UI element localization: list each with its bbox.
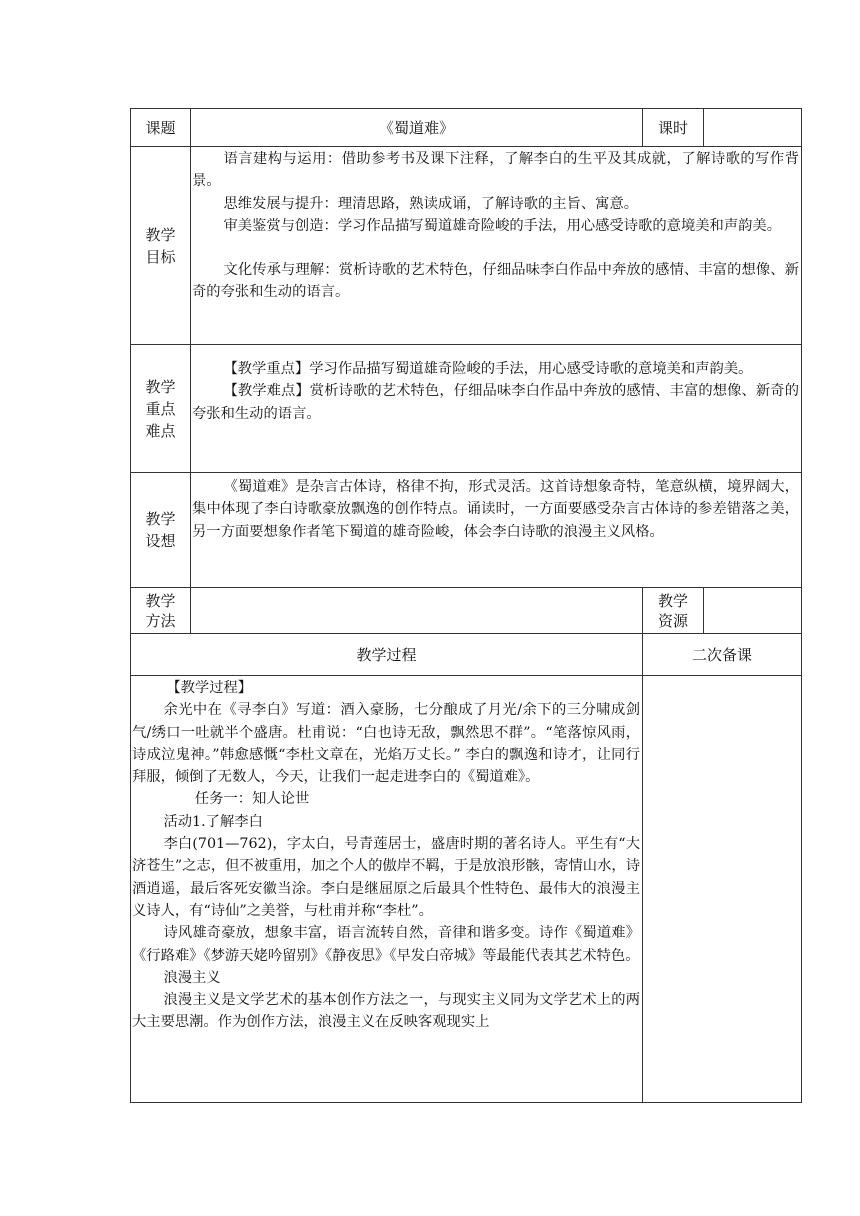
design-content [192, 476, 799, 543]
goal-item: 文化传承与理解：赏析诗歌的艺术特色，仔细品味李白作品中奔放的感情、丰富的想像、新奇的夸张和生动的语言。 [192, 262, 799, 301]
keypoint-item: 【教学难点】赏析诗歌的艺术特色，仔细品味李白作品中奔放的感情、丰富的想像、新奇的夸张和生动的语言。 [192, 383, 799, 422]
secondary-prep-cell [643, 676, 801, 1102]
goal-item: 思维发展与提升：理清思路，熟读成诵，了解诗歌的主旨、寓意。 [223, 195, 639, 212]
resource-value [704, 588, 801, 633]
goals-label-line1: 教学 [145, 225, 176, 244]
design-text: 《蜀道难》是杂言古体诗，格律不拘，形式灵活。这首诗想象奇特，笔意纵横，境界阔大，集中体现了李白诗歌豪放飘逸的创作特点。诵读时，一方面要感受杂言古体诗的参差错落之美，另一方面要想象作者笔下蜀道的雄奇险峻，体会李白诗歌的浪漫主义风格。 [192, 479, 799, 540]
design-label-line1: 教学 [145, 510, 176, 528]
keypoint-item: 【教学重点】学习作品描写蜀道雄奇险峻的手法，用心感受诗歌的意境美和声韵美。 [223, 361, 753, 377]
secondary-prep-header [643, 634, 801, 675]
table-border-right [801, 108, 802, 1103]
process-header-text: 教学过程 [356, 645, 417, 664]
process-content [132, 677, 640, 1034]
design-label [131, 473, 190, 587]
process-task-title: 任务一：知人论世 [194, 791, 310, 808]
topic-value [191, 109, 642, 146]
goals-label [131, 147, 190, 344]
topic-label-text: 课题 [145, 118, 176, 137]
table-row-divider [130, 472, 802, 473]
table-row-divider [130, 344, 802, 345]
process-paragraph: 李白(701—762)，字太白，号青莲居士，盛唐时期的著名诗人。平生有“大济苍生”之志，但不被重用，加之个人的傲岸不羁，于是放浪形骸，寄情山水，诗酒逍遥，最后客死安徽当涂。李白是继屈原之后最具个性特色、最伟大的浪漫主义诗人，有“诗仙”之美誉，与杜甫并称“李杜”。 [132, 836, 640, 919]
goal-item: 语言建构与运用：借助参考书及课下注释，了解李白的生平及其成就，了解诗歌的写作背景。 [192, 151, 799, 190]
process-section-title: 【教学过程】 [166, 680, 253, 696]
process-paragraph: 余光中在《寻李白》写道：酒入豪肠，七分酿成了月光/余下的三分啸成剑气/绣口一吐就半个盛唐。杜甫说：“白也诗无敌，飘然思不群”。“笔落惊风雨，诗成泣鬼神。”韩愈感慨“李杜文章在，光焰万丈长。” 李白的飘逸和诗才，让同行拜服，倾倒了无数人，今天，让我们一起走进李白的《蜀道难》。 [132, 702, 640, 786]
resource-label-line2: 资源 [657, 611, 688, 630]
process-activity-title: 活动1.了解李白 [163, 813, 263, 830]
method-label [131, 588, 190, 633]
goal-item: 审美鉴赏与创造：学习作品描写蜀道雄奇险峻的手法，用心感受诗歌的意境美和声韵美。 [223, 217, 782, 234]
period-value [704, 109, 801, 146]
process-header [131, 634, 642, 675]
table-border-bottom [130, 1102, 802, 1103]
resource-label [643, 588, 703, 633]
keypoints-label-line2: 重点 [145, 399, 176, 418]
method-value [191, 588, 642, 633]
topic-label [131, 109, 190, 146]
keypoints-label [131, 345, 190, 472]
period-label-text: 课时 [657, 118, 688, 137]
topic-title: 《蜀道难》 [378, 118, 454, 137]
keypoints-label-line3: 难点 [145, 421, 176, 440]
period-label [643, 109, 703, 146]
process-subheading: 浪漫主义 [163, 969, 221, 986]
resource-label-line1: 教学 [657, 591, 688, 610]
method-label-line1: 教学 [145, 591, 176, 610]
goals-content [192, 148, 799, 304]
secondary-prep-header-text: 二次备课 [691, 645, 752, 664]
keypoints-label-line1: 教学 [145, 377, 176, 396]
goals-label-line2: 目标 [145, 247, 176, 266]
process-paragraph: 诗风雄奇豪放，想象丰富，语言流转自然，音律和谐多变。诗作《蜀道难》《行路难》《梦游天姥吟留别》《静夜思》《早发白帝城》等最能代表其艺术特色。 [132, 925, 640, 964]
keypoints-content [192, 358, 799, 425]
process-paragraph: 浪漫主义是文学艺术的基本创作方法之一，与现实主义同为文学艺术上的两大主要思潮。作为创作方法，浪漫主义在反映客观现实上 [132, 992, 640, 1031]
design-label-line2: 设想 [145, 532, 176, 550]
table-row-divider [130, 146, 802, 147]
table-col-divider [190, 108, 191, 633]
method-label-line2: 方法 [145, 611, 176, 630]
